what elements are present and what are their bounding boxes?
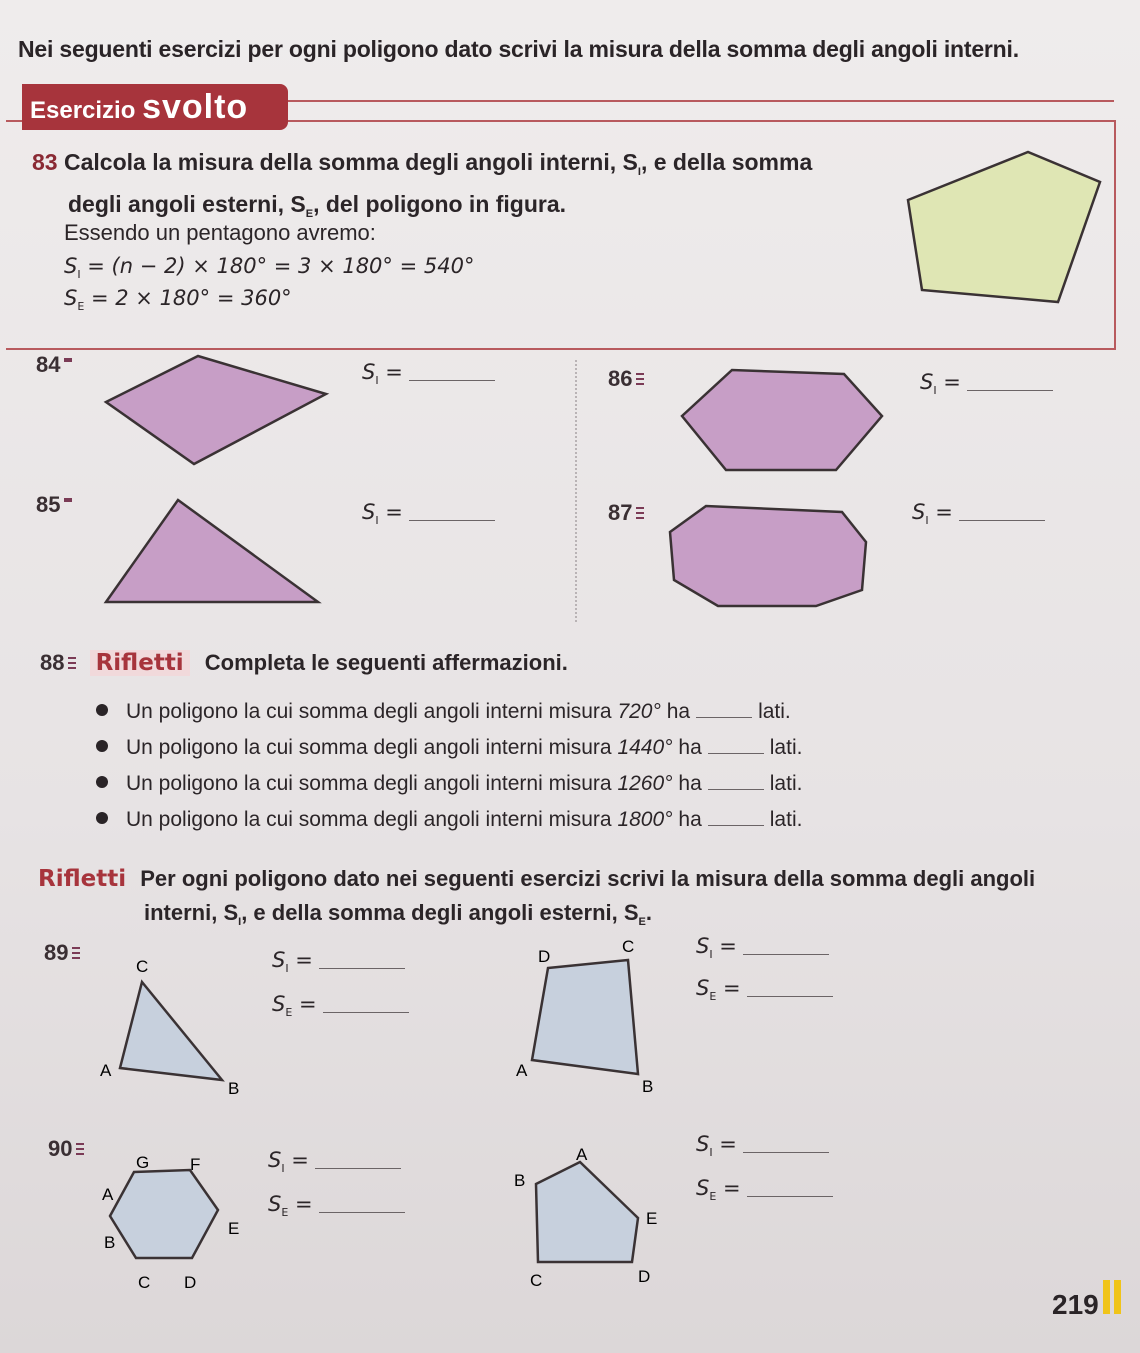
octagon-87-shape: [670, 506, 866, 606]
q89-se-blank[interactable]: [323, 1012, 409, 1013]
q90-se-blank[interactable]: [319, 1212, 405, 1213]
q88-item-3-blank[interactable]: [708, 789, 764, 790]
solved-title-line1: Calcola la misura della somma degli angoli interni, S: [63, 149, 638, 175]
formula-se-text: = 2 × 180° = 360°: [90, 286, 292, 310]
e84-blank[interactable]: [409, 380, 495, 381]
q88-item-2-blank[interactable]: [708, 753, 764, 754]
q90-s-i: S: [268, 1148, 282, 1172]
e87-label: 87: [608, 500, 633, 525]
q88-item-3-post: lati.: [769, 772, 803, 795]
q88-item-4-value: 1800°: [617, 808, 673, 831]
q88-item-2-pre: Un poligono la cui somma degli angoli interni misura: [126, 736, 612, 759]
q88-item-2-post: lati.: [769, 736, 803, 759]
q88-item-2-mid: ha: [678, 736, 702, 759]
q89b-si-blank[interactable]: [743, 954, 829, 955]
bullet-icon: [96, 776, 108, 788]
exercise-84-number: [36, 352, 72, 378]
level-mark-icon: [64, 498, 72, 502]
q89b-se-blank[interactable]: [747, 996, 833, 997]
q89b-sub-i: I: [709, 948, 713, 961]
q88-rifletti-badge: Rifletti: [90, 650, 190, 676]
pentagon-shape: [908, 152, 1100, 302]
q88-item-1-pre: Un poligono la cui somma degli angoli interni misura: [126, 700, 612, 723]
q89-tri-label-b: B: [228, 1079, 240, 1098]
rifletti-label: Rifletti: [38, 866, 127, 892]
q90-se-answer: [268, 1192, 405, 1219]
q90b-eq-e: =: [722, 1176, 741, 1200]
e87-s: S: [912, 500, 926, 524]
q89-si-answer: [272, 948, 405, 975]
e84-s: S: [362, 360, 376, 384]
exercise-87-number: [608, 500, 644, 526]
q90-eq-e: =: [294, 1192, 313, 1216]
column-divider: [575, 360, 577, 622]
formula-s-symbol: S: [64, 254, 78, 278]
e86-sub: I: [933, 384, 937, 397]
q89-eq-e: =: [298, 992, 317, 1016]
q88-item-1-mid: ha: [666, 700, 691, 723]
level-mark-icon: [72, 952, 80, 954]
q90-hexagon-shape: [110, 1170, 218, 1258]
q89b-si-answer: [696, 934, 829, 961]
e86-eq: =: [943, 370, 961, 394]
q90b-eq-i: =: [719, 1132, 737, 1156]
solved-formula-se: [64, 286, 292, 313]
exercise-85-triangle: [100, 494, 326, 608]
e86-blank[interactable]: [967, 390, 1053, 391]
solved-sub2: E: [305, 208, 314, 220]
pentagon-figure: [900, 140, 1110, 320]
e86-label: 86: [608, 366, 633, 391]
q89-sub-e: E: [285, 1006, 293, 1019]
q90-pent-label-d: D: [638, 1267, 651, 1286]
q90-pentagon-figure: [504, 1140, 674, 1290]
formula-s-symbol-2: S: [64, 286, 78, 310]
q89-quad-label-a: A: [516, 1061, 528, 1080]
level-mark-icon: [636, 378, 644, 380]
q89-se-answer: [272, 992, 409, 1019]
q89-s-e: S: [272, 992, 286, 1016]
q88-item-4-pre: Un poligono la cui somma degli angoli interni misura: [126, 808, 612, 831]
q90-hex-label-e: E: [228, 1219, 240, 1238]
solved-question: [32, 146, 892, 230]
solved-sub1: I: [637, 166, 641, 178]
q88-number: 88: [40, 650, 65, 675]
q88-item-1-value: 720°: [617, 700, 661, 723]
e85-blank[interactable]: [409, 520, 495, 521]
question-89-number: [44, 940, 80, 966]
q90-sub-e: E: [281, 1206, 289, 1219]
q89b-eq-i: =: [719, 934, 737, 958]
intro-text: Nei seguenti esercizi per ogni poligono dato scrivi la misura della somma degli angoli interni.: [18, 36, 1019, 62]
page-number-block: [1052, 1280, 1121, 1321]
rifletti-line2a: interni, S: [144, 900, 239, 925]
rifletti-line2b: , e della somma degli angoli esterni, S: [241, 900, 639, 925]
q88-item-2-value: 1440°: [617, 736, 673, 759]
q88-item-4-post: lati.: [769, 808, 803, 831]
q90-sub-i: I: [281, 1162, 285, 1175]
q90b-se-blank[interactable]: [747, 1196, 833, 1197]
exercise-86-hexagon: [678, 364, 888, 476]
e87-blank[interactable]: [959, 520, 1045, 521]
q90-hex-label-b: B: [104, 1233, 116, 1252]
rifletti-sub-e: E: [638, 916, 646, 928]
e85-sub: I: [375, 514, 379, 527]
q89b-s-e: S: [696, 976, 710, 1000]
exercise-84-answer: [362, 360, 495, 387]
q89-quad-label-d: D: [538, 947, 551, 966]
q88-item-2: [96, 736, 802, 760]
q90-pent-label-a: A: [576, 1145, 588, 1164]
solved-tag-big: svolto: [142, 88, 249, 126]
q90-pent-label-c: C: [530, 1271, 543, 1290]
solved-number: 83: [32, 149, 58, 175]
q90b-s-e: S: [696, 1176, 710, 1200]
q89-quad-label-b: B: [642, 1077, 654, 1096]
e84-sub: I: [375, 374, 379, 387]
q90b-si-blank[interactable]: [743, 1152, 829, 1153]
exercise-86-answer: [920, 370, 1053, 397]
level-mark-icon: [636, 512, 644, 514]
question-88-header: [40, 650, 568, 676]
exercise-84-quadrilateral: [100, 350, 336, 470]
q89-tri-label-a: A: [100, 1061, 112, 1080]
q89-si-blank[interactable]: [319, 968, 405, 969]
rifletti-instruction: [38, 862, 1118, 939]
q90b-sub-i: I: [709, 1146, 713, 1159]
q90-pentagon-shape: [536, 1162, 638, 1262]
q90-pent-label-e: E: [646, 1209, 658, 1228]
exercise-85-number: [36, 492, 72, 518]
e85-s: S: [362, 500, 376, 524]
hexagon-86-shape: [682, 370, 882, 470]
q90b-s-i: S: [696, 1132, 710, 1156]
q88-item-1-post: lati.: [758, 700, 791, 723]
q90-eq-i: =: [291, 1148, 309, 1172]
page-marker-icon: [1114, 1280, 1121, 1314]
q88-item-3-value: 1260°: [617, 772, 673, 795]
q89b-sub-e: E: [709, 990, 717, 1003]
q89-triangle-figure: [96, 950, 256, 1100]
q89-quad-shape: [532, 960, 638, 1074]
solved-tag-line: [288, 100, 1114, 102]
quad-84-shape: [106, 356, 326, 464]
solved-title-line2: degli angoli esterni, S: [68, 191, 306, 217]
q90b-si-answer: [696, 1132, 829, 1159]
q89-s-i: S: [272, 948, 286, 972]
exercise-86-number: [608, 366, 644, 392]
q90-pent-label-b: B: [514, 1171, 526, 1190]
formula-sub-i: I: [77, 268, 81, 281]
q89-label: 89: [44, 940, 69, 965]
q88-instruction: Completa le seguenti affermazioni.: [204, 650, 568, 675]
q90b-se-answer: [696, 1176, 833, 1203]
bullet-icon: [96, 704, 108, 716]
page-number: 219: [1052, 1289, 1099, 1320]
q90-label: 90: [48, 1136, 73, 1161]
q90b-sub-e: E: [709, 1190, 717, 1203]
q88-item-3-mid: ha: [678, 772, 702, 795]
rifletti-sub-i: I: [238, 916, 242, 928]
q88-item-4-blank[interactable]: [708, 825, 764, 826]
q89-triangle-shape: [120, 982, 222, 1080]
bullet-icon: [96, 812, 108, 824]
q89b-s-i: S: [696, 934, 710, 958]
page-marker-icon: [1103, 1280, 1110, 1314]
rifletti-line1: Per ogni poligono dato nei seguenti esercizi scrivi la misura della somma degli angoli: [140, 866, 1036, 891]
e84-label: 84: [36, 352, 61, 377]
solved-exercise-tag: [22, 84, 288, 130]
question-90-number: [48, 1136, 84, 1162]
e85-eq: =: [385, 500, 403, 524]
q89-eq-i: =: [295, 948, 313, 972]
exercise-87-octagon: [666, 502, 872, 610]
solved-premise: Essendo un pentagono avremo:: [64, 220, 376, 245]
q88-item-3: [96, 772, 802, 796]
triangle-85-shape: [106, 500, 318, 602]
q88-item-4: [96, 808, 802, 832]
q89-sub-i: I: [285, 962, 289, 975]
e86-s: S: [920, 370, 934, 394]
q90-hex-label-f: F: [190, 1155, 201, 1174]
solved-title-end: , del poligono in figura.: [313, 191, 567, 217]
q89b-se-answer: [696, 976, 833, 1003]
rifletti-line2c: .: [645, 900, 652, 925]
level-mark-icon: [68, 662, 76, 664]
q89b-eq-e: =: [722, 976, 741, 1000]
e84-eq: =: [385, 360, 403, 384]
solved-formula-si: [64, 254, 474, 281]
formula-si-text: = (n − 2) × 180° = 3 × 180° = 540°: [87, 254, 475, 278]
e87-eq: =: [935, 500, 953, 524]
e85-label: 85: [36, 492, 61, 517]
level-mark-icon: [76, 1148, 84, 1150]
q89-quad-label-c: C: [622, 937, 635, 956]
q88-item-3-pre: Un poligono la cui somma degli angoli interni misura: [126, 772, 612, 795]
q88-item-4-mid: ha: [678, 808, 702, 831]
q89-tri-label-c: C: [136, 957, 149, 976]
formula-sub-e: E: [77, 300, 85, 313]
q88-item-1: [96, 700, 791, 724]
e87-sub: I: [925, 514, 929, 527]
solved-title-mid: , e della somma: [640, 149, 813, 175]
q90-hexagon-figure: [98, 1146, 258, 1296]
q90-s-e: S: [268, 1192, 282, 1216]
exercise-87-answer: [912, 500, 1045, 527]
q89-quad-figure: [510, 930, 670, 1100]
q90-si-answer: [268, 1148, 401, 1175]
q90-hex-label-d: D: [184, 1273, 197, 1292]
bullet-icon: [96, 740, 108, 752]
q88-item-1-blank[interactable]: [696, 717, 752, 718]
level-mark-icon: [64, 358, 72, 362]
q90-hex-label-a: A: [102, 1185, 114, 1204]
q90-si-blank[interactable]: [315, 1168, 401, 1169]
q90-hex-label-g: G: [136, 1153, 150, 1172]
solved-tag-small: Esercizio: [30, 97, 136, 124]
q90-hex-label-c: C: [138, 1273, 151, 1292]
exercise-85-answer: [362, 500, 495, 527]
